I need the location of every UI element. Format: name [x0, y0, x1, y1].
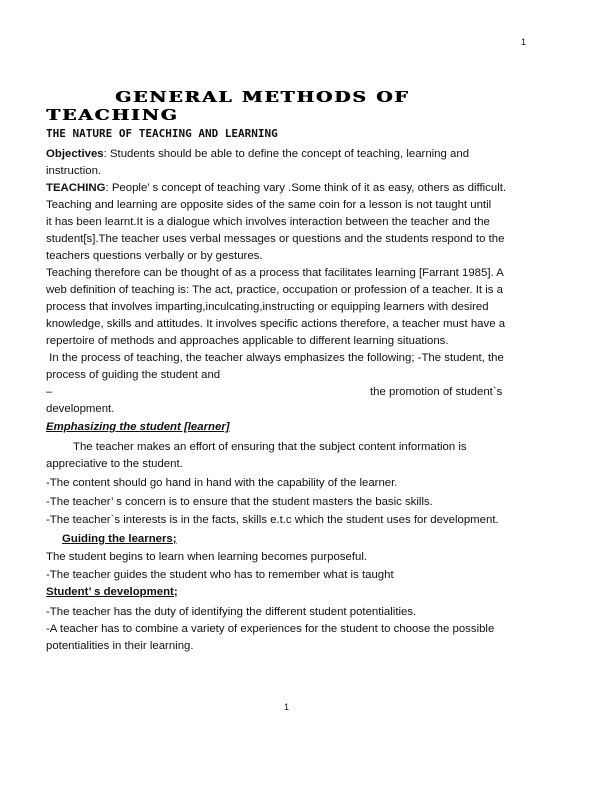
text-line: In the process of teaching, the teacher always emphasizes the following; -The student, the [46, 352, 504, 364]
text-line: development. [46, 403, 115, 415]
dash: – [46, 386, 53, 398]
text-line: process of guiding the student and [46, 369, 221, 381]
text-line: Teaching and learning are opposite sides of the same coin for a lesson is not taught until [46, 199, 492, 211]
text-line: -A teacher has to combine a variety of experiences for the student to choose the possible [46, 623, 495, 635]
text-line: -The teacher’ s concern is to ensure that the student masters the basic skills. [46, 496, 433, 508]
text-line: knowledge, skills and attitudes. It involves specific actions therefore, a teacher must have a [46, 318, 506, 330]
text-line: potentialities in their learning. [46, 640, 194, 652]
text-line: teachers questions verbally or by gestures. [46, 250, 263, 262]
text-line: it has been learnt.It is a dialogue which involves interaction between the teacher and the [46, 216, 490, 228]
document-title-line2: TEACHING [46, 106, 179, 124]
text-line: -The teacher`s interests is in the facts, skills e.t.c which the student uses for development. [46, 514, 499, 526]
objectives-label: Objectives [46, 148, 104, 160]
heading-guiding-learners: Guiding the learners; [62, 533, 177, 545]
objectives-line [46, 147, 469, 161]
teaching-label: TEACHING [46, 182, 106, 194]
page-number-top: 1 [521, 37, 527, 47]
text-line: the promotion of student`s [370, 386, 503, 398]
section-subtitle: THE NATURE OF TEACHING AND LEARNING [46, 127, 278, 140]
heading-student-development: Student’ s development; [46, 586, 178, 598]
objectives-line2: instruction. [46, 165, 102, 177]
text-line: -The teacher has the duty of identifying the different student potentialities. [46, 606, 417, 618]
text-line: The student begins to learn when learning becomes purposeful. [46, 551, 368, 563]
text-line: Teaching therefore can be thought of as a process that facilitates learning [Farrant 1985]. A [46, 267, 504, 279]
teaching-line [46, 181, 506, 195]
text-line: appreciative to the student. [46, 458, 183, 470]
text-line: The teacher makes an effort of ensuring that the subject content information is [73, 441, 467, 453]
text-line: -The teacher guides the student who has to remember what is taught [46, 569, 394, 581]
document-title-line1: GENERAL METHODS OF [115, 88, 410, 106]
objectives-text: : Students should be able to define the concept of teaching, learning and [103, 148, 470, 160]
heading-emphasizing-student: Emphasizing the student [learner] [46, 421, 230, 433]
page-number-bottom: 1 [284, 702, 290, 712]
text-line: -The content should go hand in hand with the capability of the learner. [46, 477, 398, 489]
teaching-text: : People’ s concept of teaching vary .Some think of it as easy, others as difficult. [105, 182, 507, 194]
text-line: process that involves imparting,inculcating,instructing or equipping learners with desired [46, 301, 489, 313]
text-line: repertoire of methods and approaches applicable to different learning situations. [46, 335, 449, 347]
text-line: web definition of teaching is: The act, practice, occupation or profession of a teacher. It is a [46, 284, 503, 296]
text-line: student[s].The teacher uses verbal messages or questions and the students respond to the [46, 233, 505, 245]
